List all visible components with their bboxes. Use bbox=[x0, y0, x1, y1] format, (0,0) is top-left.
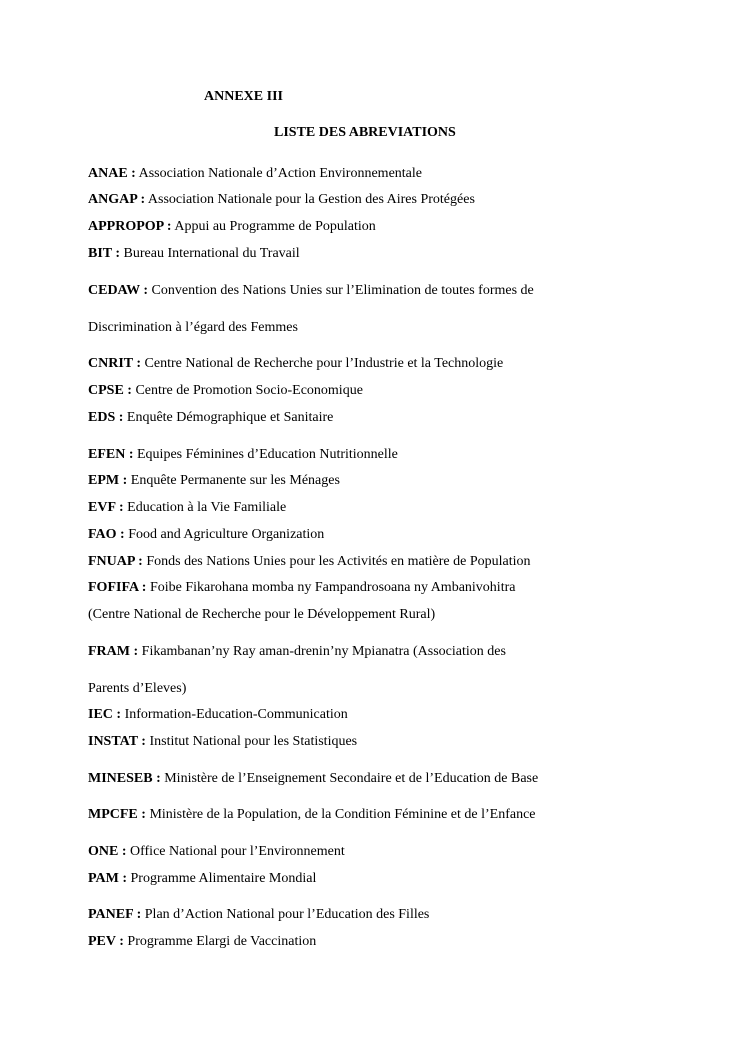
abbreviation-entry bbox=[88, 355, 503, 373]
abbreviation-entry bbox=[88, 282, 534, 300]
abbreviation: ONE : bbox=[88, 844, 127, 859]
abbreviation-entry bbox=[88, 245, 300, 263]
abbreviation: FOFIFA : bbox=[88, 580, 147, 595]
definition: Plan d’Action National pour l’Education des Filles bbox=[144, 907, 430, 922]
abbreviation-entry bbox=[88, 733, 357, 751]
definition: (Centre National de Recherche pour le Développement Rural) bbox=[88, 607, 436, 622]
abbreviation: BIT : bbox=[88, 246, 121, 261]
definition: Enquête Démographique et Sanitaire bbox=[126, 410, 334, 425]
abbreviation: ANGAP : bbox=[88, 192, 146, 207]
abbreviation: CEDAW : bbox=[88, 283, 149, 298]
abbreviation-entry bbox=[88, 579, 515, 597]
annexe-title: ANNEXE III bbox=[204, 89, 283, 104]
abbreviation-entry bbox=[88, 218, 376, 236]
definition: Institut National pour les Statistiques bbox=[149, 734, 358, 749]
abbreviation-entry bbox=[88, 472, 340, 490]
definition: Programme Alimentaire Mondial bbox=[130, 871, 317, 886]
abbreviation-entry bbox=[88, 553, 531, 571]
definition: Ministère de la Population, de la Condition Féminine et de l’Enfance bbox=[149, 807, 536, 822]
list-title: LISTE DES ABREVIATIONS bbox=[274, 125, 456, 140]
definition: Programme Elargi de Vaccination bbox=[127, 934, 317, 949]
abbreviation-entry bbox=[88, 870, 316, 888]
definition: Foibe Fikarohana momba ny Fampandrosoana ny Ambanivohitra bbox=[149, 580, 516, 595]
abbreviation-entry-continuation bbox=[88, 319, 298, 337]
abbreviation-entry bbox=[88, 446, 398, 464]
definition: Centre de Promotion Socio-Economique bbox=[135, 383, 363, 398]
definition: Appui au Programme de Population bbox=[174, 219, 376, 234]
definition: Enquête Permanente sur les Ménages bbox=[130, 473, 340, 488]
definition: Centre National de Recherche pour l’Industrie et la Technologie bbox=[144, 356, 504, 371]
definition: Bureau International du Travail bbox=[123, 246, 300, 261]
abbreviation: MINESEB : bbox=[88, 771, 161, 786]
abbreviation: MPCFE : bbox=[88, 807, 146, 822]
definition: Association Nationale pour la Gestion des Aires Protégées bbox=[147, 192, 475, 207]
abbreviation: APPROPOP : bbox=[88, 219, 172, 234]
abbreviation: PEV : bbox=[88, 934, 124, 949]
abbreviation: EPM : bbox=[88, 473, 128, 488]
definition: Ministère de l’Enseignement Secondaire et de l’Education de Base bbox=[164, 771, 539, 786]
abbreviation: CNRIT : bbox=[88, 356, 142, 371]
definition: Equipes Féminines d’Education Nutritionnelle bbox=[137, 447, 398, 462]
abbreviation: INSTAT : bbox=[88, 734, 146, 749]
abbreviation: EDS : bbox=[88, 410, 124, 425]
abbreviation-entry bbox=[88, 165, 422, 183]
definition: Convention des Nations Unies sur l’Elimination de toutes formes de bbox=[151, 283, 534, 298]
abbreviation-entry bbox=[88, 526, 324, 544]
abbreviation-entry-continuation bbox=[88, 606, 435, 624]
abbreviation-entry-continuation bbox=[88, 680, 186, 698]
abbreviation-entry bbox=[88, 191, 475, 209]
abbreviation-entry bbox=[88, 706, 348, 724]
abbreviation: IEC : bbox=[88, 707, 122, 722]
definition: Office National pour l’Environnement bbox=[130, 844, 345, 859]
abbreviation-entry bbox=[88, 643, 506, 661]
abbreviation: FAO : bbox=[88, 527, 125, 542]
definition: Parents d’Eleves) bbox=[88, 681, 187, 696]
abbreviation-entry bbox=[88, 933, 316, 951]
abbreviation-entry bbox=[88, 906, 429, 924]
abbreviation: PAM : bbox=[88, 871, 127, 886]
definition: Information-Education-Communication bbox=[124, 707, 348, 722]
abbreviation: FNUAP : bbox=[88, 554, 143, 569]
abbreviation: ANAE : bbox=[88, 166, 136, 181]
abbreviation-entry bbox=[88, 409, 333, 427]
abbreviation-entry bbox=[88, 382, 363, 400]
definition: Fikambanan’ny Ray aman-drenin’ny Mpianatra (Association des bbox=[141, 644, 506, 659]
abbreviation: EFEN : bbox=[88, 447, 134, 462]
abbreviation: PANEF : bbox=[88, 907, 142, 922]
definition: Education à la Vie Familiale bbox=[127, 500, 287, 515]
abbreviation-entry bbox=[88, 806, 536, 824]
definition: Association Nationale d’Action Environnementale bbox=[138, 166, 422, 181]
abbreviation: FRAM : bbox=[88, 644, 139, 659]
abbreviation: EVF : bbox=[88, 500, 124, 515]
abbreviation-entry bbox=[88, 770, 538, 788]
abbreviation-entry bbox=[88, 843, 345, 861]
definition: Food and Agriculture Organization bbox=[128, 527, 325, 542]
definition: Discrimination à l’égard des Femmes bbox=[88, 320, 298, 335]
definition: Fonds des Nations Unies pour les Activités en matière de Population bbox=[146, 554, 531, 569]
abbreviation: CPSE : bbox=[88, 383, 132, 398]
abbreviation-entry bbox=[88, 499, 286, 517]
